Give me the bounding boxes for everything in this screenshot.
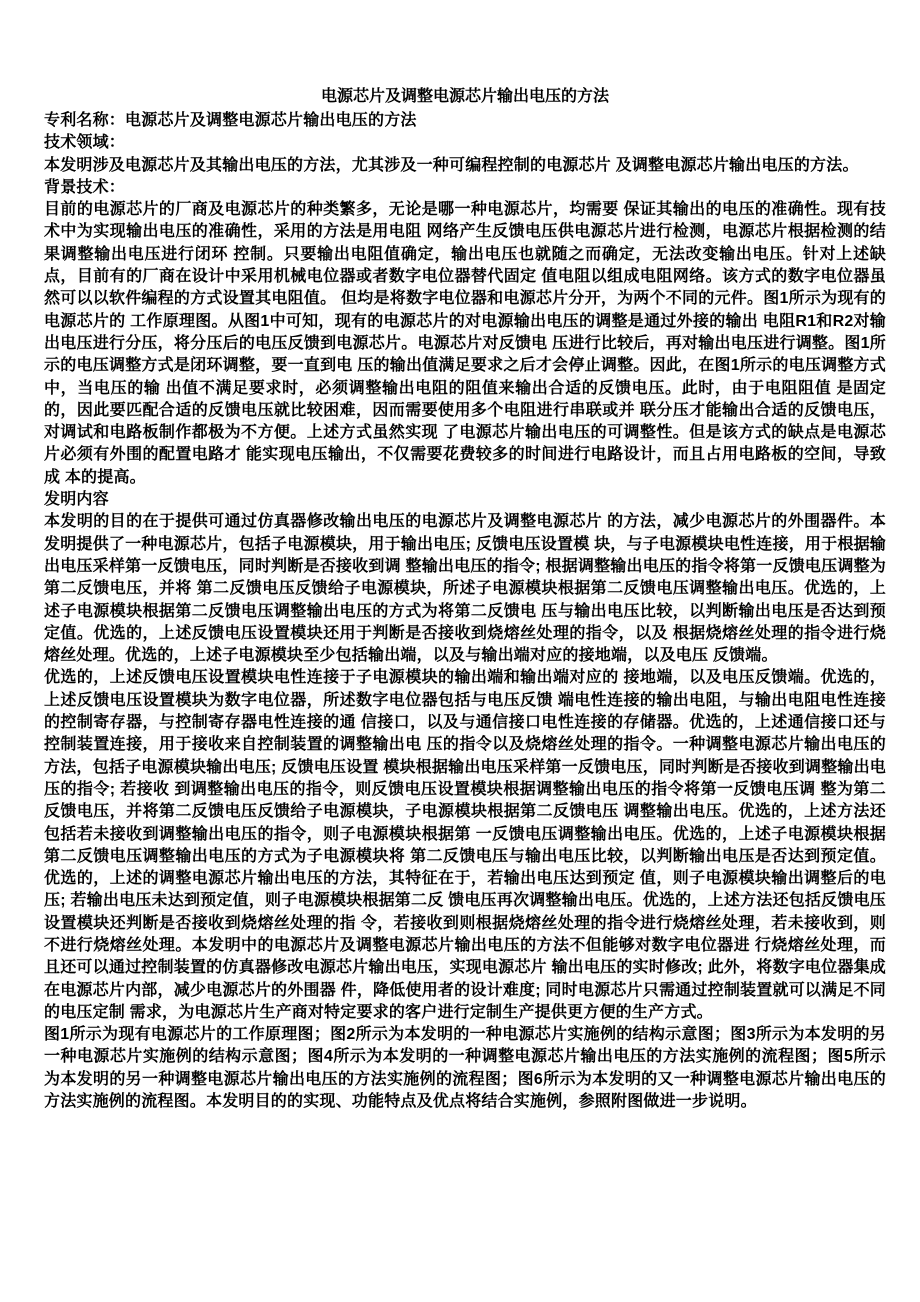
- figure-descriptions-text: 图1所示为现有电源芯片的工作原理图；图2所示为本发明的一种电源芯片实施例的结构示意图；图3所示为本发明的另一种电源芯片实施例的结构示意图；图4所示为本发明的一种调整电源芯片输出电压的方法实施例的流程图；图5所示为本发明的另一种调整电源芯片输出电压的方法实施例的流程图；图6所示为本发明的又一种调整电源芯片输出电压的方法实施例的流程图。本发明目的的实现、功能特点及优点将结合实施例，参照附图做进一步说明。: [44, 1026, 886, 1111]
- section-heading-technical-field: 技术领域：: [44, 134, 126, 152]
- patent-name-line: 专利名称：电源芯片及调整电源芯片输出电压的方法: [44, 112, 417, 129]
- background-text: 目前的电源芯片的厂商及电源芯片的种类繁多，无论是哪一种电源芯片，均需要 保证其输出的电压的准确性。现有技术中为实现输出电压的准确性，采用的方法是用电阻 网络产生反馈电压供电源芯片进行检测，电源芯片根据检测的结果调整输出电压进行闭环 控制。只要输出电阻值确定，输出电压也就随之而确定，无法改变输出电压。针对上述缺点，目前有的厂商在设计中采用机械电位器或者数字电位器替代固定 值电阻以组成电阻网络。该方式的数字电位器虽然可以以软件编程的方式设置其电阻值。 但均是将数字电位器和电源芯片分开，为两个不同的元件。图1所示为现有的电源芯片的 工作原理图。从图1中可知，现有的电源芯片的对电源输出电压的调整是通过外接的输出 电阻R1和R2对输出电压进行分压，将分压后的电压反馈到电源芯片。电源芯片对反馈电 压进行比较后，再对输出电压进行调整。图1所示的电压调整方式是闭环调整，要一直到电 压的输出值满足要求之后才会停止调整。因此，在图1所示的电压调整方式中，当电压的输 出值不满足要求时，必须调整输出电阻的阻值来输出合适的反馈电压。此时，由于电阻阻值 是固定的，因此要匹配合适的反馈电压就比较困难，因而需要使用多个电阻进行串联或并 联分压才能输出合适的反馈电压，对调试和电路板制作都极为不方便。上述方式虽然实现 了电源芯片输出电压的可调整性。但是该方式的缺点是电源芯片必须有外围的配置电路才 能实现电压输出，不仅需要花费较多的时间进行电路设计，而且占用电路板的空间，导致成 本的提高。: [44, 201, 886, 486]
- document-title: 电源芯片及调整电源芯片输出电压的方法: [320, 88, 609, 105]
- technical-field-text: 本发明涉及电源芯片及其输出电压的方法，尤其涉及一种可编程控制的电源芯片 及调整电源芯片输出电压的方法。: [44, 156, 859, 174]
- section-heading-summary: 发明内容: [44, 491, 109, 509]
- section-heading-background: 背景技术：: [44, 178, 126, 196]
- summary-text-2: 优选的，上述反馈电压设置模块电性连接于子电源模块的输出端和输出端对应的 接地端，以及电压反馈端。优选的，上述反馈电压设置模块为数字电位器，所述数字电位器包括与电压反馈 端电性连接的输出电阻，与输出电阻电性连接的控制寄存器，与控制寄存器电性连接的通 信接口，以及与通信接口电性连接的存储器。优选的，上述通信接口还与控制装置连接，用于接收来自控制装置的调整输出电 压的指令以及烧熔丝处理的指令。一种调整电源芯片输出电压的方法，包括子电源模块输出电压; 反馈电压设置 模块根据输出电压采样第一反馈电压，同时判断是否接收到调整输出电压的指令; 若接收 到调整输出电压的指令，则反馈电压设置模块根据调整输出电压的指令将第一反馈电压调 整为第二反馈电压，并将第二反馈电压反馈给子电源模块，子电源模块根据第二反馈电压 调整输出电压。优选的，上述方法还包括若未接收到调整输出电压的指令，则子电源模块根据第 一反馈电压调整输出电压。优选的，上述子电源模块根据第二反馈电压调整输出电压的方式为子电源模块将 第二反馈电压与输出电压比较，以判断输出电压是否达到预定值。优选的，上述的调整电源芯片输出电压的方法，其特征在于，若输出电压达到预定 值，则子电源模块输出调整后的电压; 若输出电压未达到预定值，则子电源模块根据第二反 馈电压再次调整输出电压。优选的，上述方法还包括反馈电压设置模块还判断是否接收到烧熔丝处理的指 令，若接收到则根据烧熔丝处理的指令进行烧熔丝处理，若未接收到，则不进行烧熔丝处理。本发明中的电源芯片及调整电源芯片输出电压的方法不但能够对数字电位器进 行烧熔丝处理，而且还可以通过控制装置的仿真器修改电源芯片输出电压，实现电源芯片 输出电压的实时修改; 此外，将数字电位器集成在电源芯片内部，减少电源芯片的外围器 件，降低使用者的设计难度; 同时电源芯片只需通过控制装置就可以满足不同的电压定制 需求，为电源芯片生产商对特定要求的客户进行定制生产提供更方便的生产方式。: [44, 669, 886, 1021]
- summary-text-1: 本发明的目的在于提供可通过仿真器修改输出电压的电源芯片及调整电源芯片 的方法，减少电源芯片的外围器件。本发明提供了一种电源芯片，包括子电源模块，用于输出电压; 反馈电压设置模 块，与子电源模块电性连接，用于根据输出电压采样第一反馈电压，同时判断是否接收到调 整输出电压的指令; 根据调整输出电压的指令将第一反馈电压调整为第二反馈电压，并将 第二反馈电压反馈给子电源模块，所述子电源模块根据第二反馈电压调整输出电压。优选的，上述子电源模块根据第二反馈电压调整输出电压的方式为将第二反馈电 压与输出电压比较，以判断输出电压是否达到预定值。优选的，上述反馈电压设置模块还用于判断是否接收到烧熔丝处理的指令，以及 根据烧熔丝处理的指令进行烧熔丝处理。优选的，上述子电源模块至少包括输出端，以及与输出端对应的接地端，以及电压 反馈端。: [44, 513, 886, 665]
